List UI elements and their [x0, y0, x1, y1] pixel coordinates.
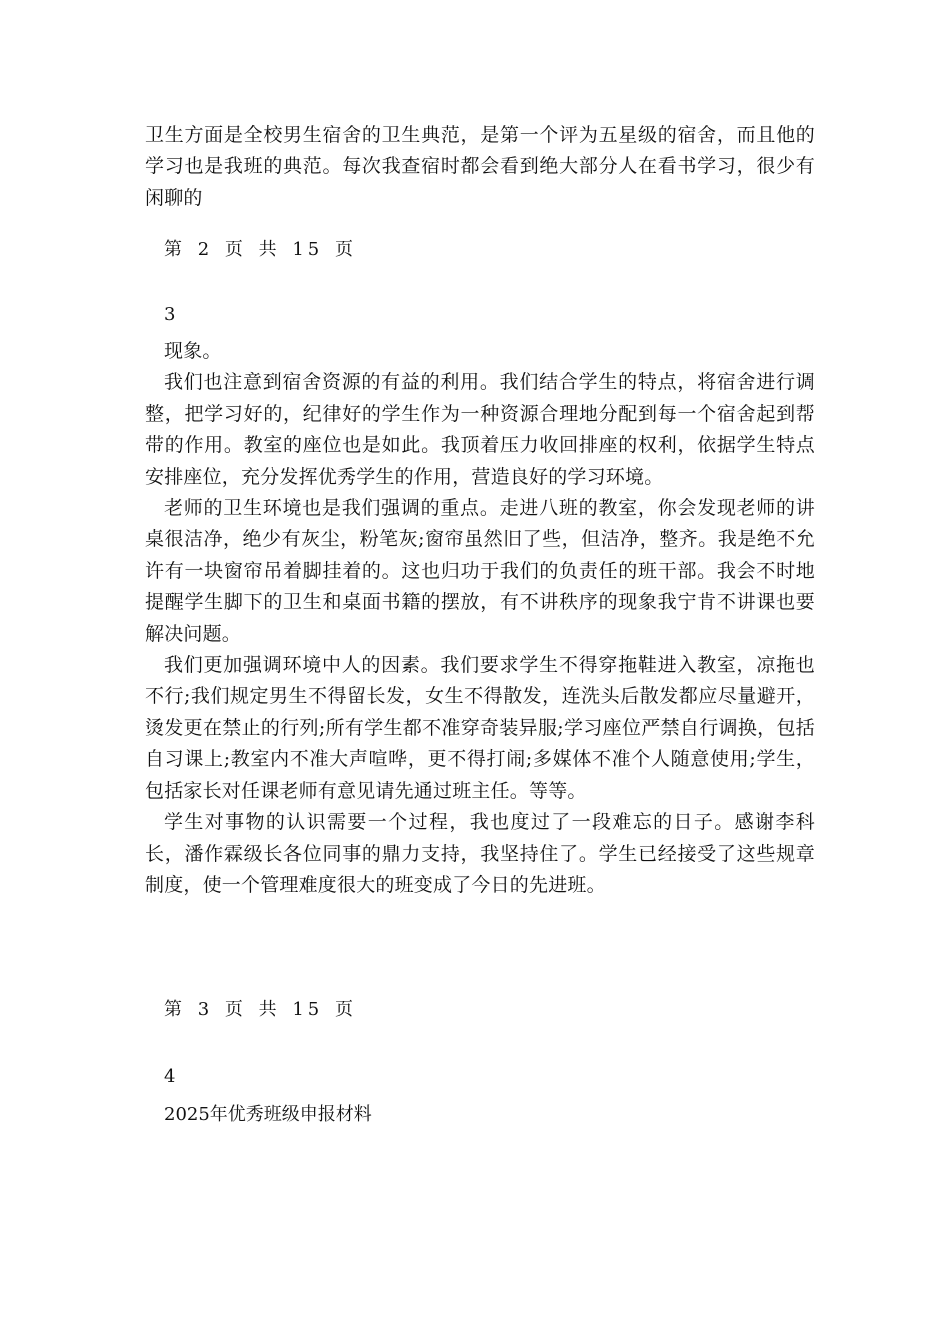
page-number: 3	[164, 304, 176, 325]
page-footer: 第 3 页 共 15 页	[164, 999, 357, 1020]
page-footer: 第 2 页 共 15 页	[164, 239, 357, 260]
paragraph: 我们更加强调环境中人的因素。我们要求学生不得穿拖鞋进入教室，凉拖也不行;我们规定男生不得留长发，女生不得散发，连洗头后散发都应尽量避开，烫发更在禁止的行列;所有学生都不准穿奇装异服;学习座位严禁自行调换，包括自习课上;教室内不准大声喧哗，更不得打闹;多媒体不准个人随意使用;学生，包括家长对任课老师有意见请先通过班主任。等等。	[145, 654, 815, 802]
paragraph-block-2	[145, 336, 815, 901]
paragraph: 我们也注意到宿舍资源的有益的利用。我们结合学生的特点，将宿舍进行调整，把学习好的，纪律好的学生作为一种资源合理地分配到每一个宿舍起到帮带的作用。教室的座位也是如此。我顶着压力收回排座的权利，依据学生特点安排座位，充分发挥优秀学生的作用，营造良好的学习环境。	[145, 371, 815, 488]
paragraph: 卫生方面是全校男生宿舍的卫生典范，是第一个评为五星级的宿舍，而且他的学习也是我班的典范。每次我查宿时都会看到绝大部分人在看书学习，很少有闲聊的	[145, 124, 815, 209]
paragraph: 老师的卫生环境也是我们强调的重点。走进八班的教室，你会发现老师的讲桌很洁净，绝少有灰尘，粉笔灰;窗帘虽然旧了些，但洁净，整齐。我是绝不允许有一块窗帘吊着脚挂着的。这也归功于我们的负责任的班干部。我会不时地提醒学生脚下的卫生和桌面书籍的摆放，有不讲秩序的现象我宁肯不讲课也要解决问题。	[145, 497, 815, 645]
paragraph-block-1	[145, 120, 815, 214]
document-heading: 2025年优秀班级申报材料	[164, 1104, 372, 1125]
page-number: 4	[164, 1066, 176, 1087]
paragraph: 学生对事物的认识需要一个过程，我也度过了一段难忘的日子。感谢李科长，潘作霖级长各位同事的鼎力支持，我坚持住了。学生已经接受了这些规章制度，使一个管理难度很大的班变成了今日的先进班。	[145, 811, 815, 896]
paragraph: 现象。	[164, 340, 222, 362]
